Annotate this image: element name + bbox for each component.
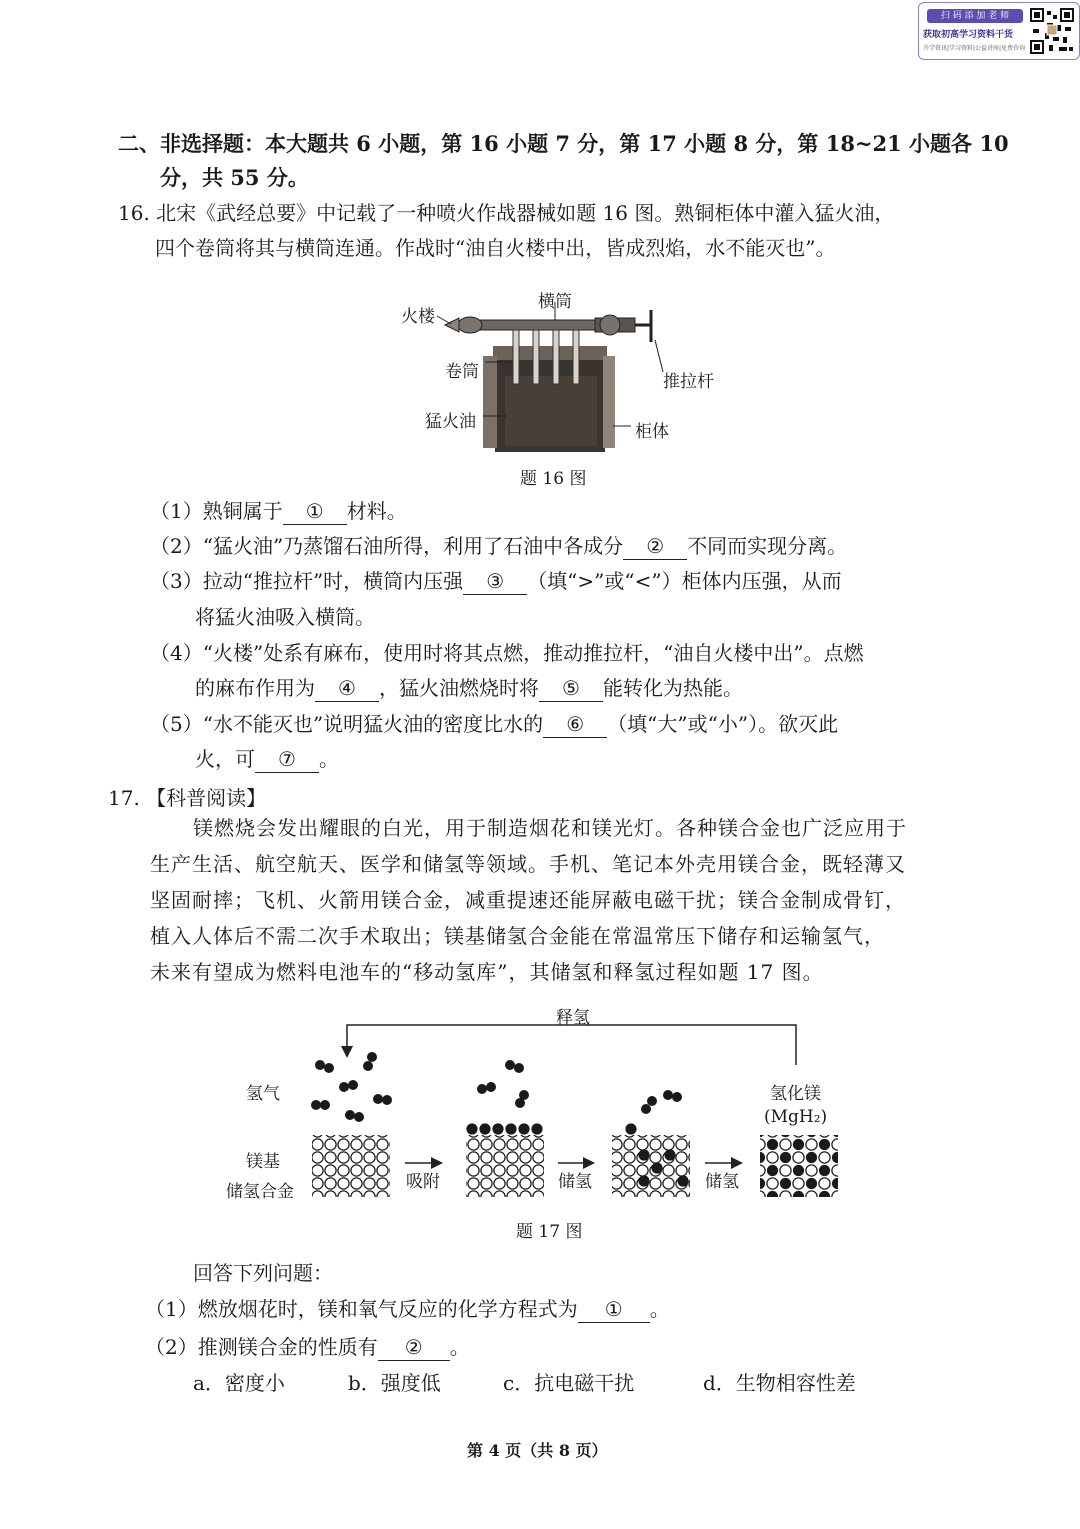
option-a[interactable]: a．密度小 <box>193 1371 285 1395</box>
hydrogen-storage-diagram <box>220 995 860 1205</box>
q16-sub4-cont: 的麻布作用为 ④ ，猛火油燃烧时将 ⑤ 能转化为热能。 <box>195 676 743 700</box>
label-hydrogen: 氢气 <box>246 1084 280 1104</box>
label-release: 释氢 <box>556 1008 590 1028</box>
option-d[interactable]: d．生物相容性差 <box>703 1371 856 1395</box>
q16-sub5: （5）“水不能灭也”说明猛火油的密度比水的 ⑥ （填“大”或“小”）。欲灭此 <box>150 712 839 736</box>
q16-sub5-cont: 火，可 ⑦ 。 <box>195 747 339 771</box>
promo-subtitle: 获取初高学习资料干货 <box>923 30 1014 40</box>
answer-blank[interactable]: ⑥ <box>543 711 607 738</box>
section-heading: 二、非选择题：本大题共 6 小题，第 16 小题 7 分，第 17 小题 8 分，第 18~21 小题各 10 <box>118 131 1009 156</box>
answer-blank[interactable]: ② <box>623 533 687 560</box>
label-mgh2-formula: (MgH₂) <box>764 1107 828 1127</box>
answer-blank[interactable]: ④ <box>315 675 379 702</box>
answer-blank[interactable]: ③ <box>463 568 527 595</box>
q16-sub3-cont: 将猛火油吸入横筒。 <box>195 605 375 629</box>
q17-para-line: 生产生活、航空航天、医学和储氢等领域。手机、笔记本外壳用镁合金，既轻薄又 <box>150 852 906 876</box>
qr-code-icon[interactable] <box>1029 7 1075 55</box>
label-menghuoyou: 猛火油 <box>425 412 476 432</box>
label-juantong: 卷筒 <box>445 362 479 382</box>
label-store: 储氢 <box>558 1172 592 1192</box>
label-alloy-cont: 储氢合金 <box>226 1182 294 1202</box>
figure-17 <box>220 995 860 1205</box>
label-adsorb: 吸附 <box>406 1172 440 1192</box>
answer-blank[interactable]: ② <box>378 1334 450 1361</box>
figure-16-caption: 题 16 图 <box>520 469 587 489</box>
answer-blank[interactable]: ① <box>283 498 347 525</box>
section-heading-cont: 分，共 55 分。 <box>160 165 309 190</box>
promo-tags: 升学资讯|学习资料|公益讲座|免费咨询 <box>923 45 1026 52</box>
q16-stem: 16. 北宋《武经总要》中记载了一种喷火作战器械如题 16 图。熟铜柜体中灌入猛火油， <box>118 201 895 225</box>
figure-16 <box>395 280 735 460</box>
label-alloy: 镁基 <box>246 1152 280 1172</box>
promo-title: 扫 码 添 加 老 师 <box>927 9 1023 23</box>
label-hengtong: 横筒 <box>538 292 572 312</box>
label-huolou: 火楼 <box>401 307 435 327</box>
option-c[interactable]: c．抗电磁干扰 <box>503 1371 635 1395</box>
q17-para-line: 植入人体后不需二次手术取出；镁基储氢合金能在常温常压下储存和运输氢气， <box>150 924 885 948</box>
q16-sub1: （1）熟铜属于 ① 材料。 <box>150 499 407 523</box>
q17-title: 17. 【科普阅读】 <box>108 786 267 810</box>
q16-sub4: （4）“火楼”处系有麻布，使用时将其点燃，推动推拉杆，“油自火楼中出”。点燃 <box>150 641 864 665</box>
figure-17-caption: 题 17 图 <box>516 1222 583 1242</box>
q17-sub2: （2）推测镁合金的性质有 ② 。 <box>145 1335 470 1359</box>
page-number: 第 4 页（共 8 页） <box>467 1441 608 1460</box>
q16-sub2: （2）“猛火油”乃蒸馏石油所得，利用了石油中各成分 ② 不同而实现分离。 <box>150 534 848 558</box>
label-guiti: 柜体 <box>635 422 669 442</box>
q17-sub1: （1）燃放烟花时，镁和氧气反应的化学方程式为 ① 。 <box>145 1297 670 1321</box>
answer-blank[interactable]: ⑦ <box>255 746 319 773</box>
q16-stem-cont: 四个卷筒将其与横筒连通。作战时“油自火楼中出，皆成烈焰，水不能灭也”。 <box>155 236 836 260</box>
label-tuilagan: 推拉杆 <box>663 372 714 392</box>
label-mgh2-name: 氢化镁 <box>770 1084 821 1104</box>
q17-para-line: 未来有望成为燃料电池车的“移动氢库”，其储氢和释氢过程如题 17 图。 <box>150 960 824 984</box>
answer-blank[interactable]: ⑤ <box>539 675 603 702</box>
label-store: 储氢 <box>705 1172 739 1192</box>
q17-prompt: 回答下列问题： <box>193 1261 333 1285</box>
q17-para-line: 镁燃烧会发出耀眼的白光，用于制造烟花和镁光灯。各种镁合金也广泛应用于 <box>193 816 907 840</box>
q16-sub3: （3）拉动“推拉杆”时，横筒内压强 ③ （填“>”或“<”）柜体内压强，从而 <box>150 569 842 593</box>
option-b[interactable]: b．强度低 <box>348 1371 441 1395</box>
q17-para-line: 坚固耐摔；飞机、火箭用镁合金，减重提速还能屏蔽电磁干扰；镁合金制成骨钉， <box>150 888 906 912</box>
promo-banner[interactable] <box>918 2 1080 60</box>
answer-blank[interactable]: ① <box>578 1296 650 1323</box>
